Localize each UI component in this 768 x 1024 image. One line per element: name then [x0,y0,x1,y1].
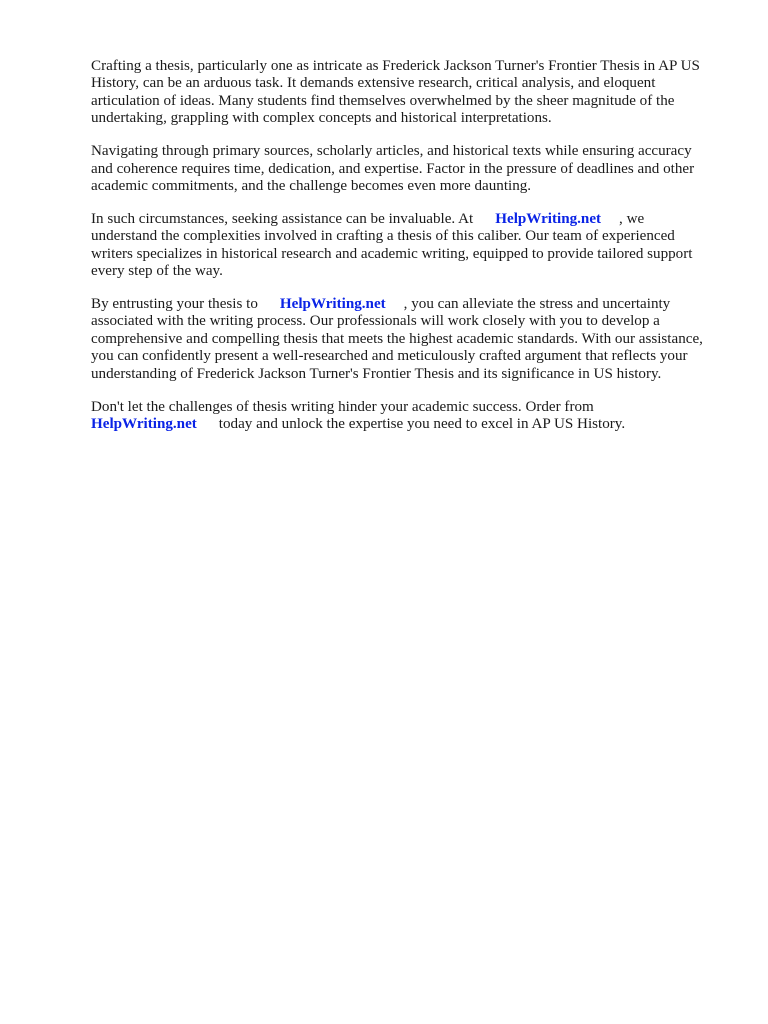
text-line: you can confidently present a well-researched and meticulously crafted argument that reflects your [91,348,688,365]
text-line: every step of the way. [91,263,223,280]
helpwriting-link[interactable]: HelpWriting.net [91,415,197,432]
helpwriting-link[interactable]: HelpWriting.net [279,295,386,312]
helpwriting-link[interactable]: HelpWriting.net [495,210,602,227]
paragraph-assistance [91,211,731,281]
text-line: and coherence requires time, dedication, and expertise. Factor in the pressure of deadlines and other [91,160,695,177]
text-segment: , we [619,210,645,227]
text-line: understand the complexities involved in crafting a thesis of this caliber. Our team of experienced [91,228,675,245]
text-line: associated with the writing process. Our professionals will work closely with you to develop a [91,313,660,330]
text-line [91,296,731,313]
text-line: undertaking, grappling with complex concepts and historical interpretations. [91,110,552,127]
text-line [91,211,731,228]
paragraph-intro [91,58,731,128]
text-line: Don't let the challenges of thesis writing hinder your academic success. Order from [91,398,594,415]
text-segment: By entrusting your thesis to [91,295,258,312]
text-line: academic commitments, and the challenge becomes even more daunting. [91,177,532,194]
text-line: comprehensive and compelling thesis that meets the highest academic standards. With our assistance, [91,330,703,347]
text-segment: today and unlock the expertise you need to excel in AP US History. [218,415,626,432]
paragraph-challenges [91,143,731,195]
document-body [91,58,731,449]
paragraph-call-to-action [91,399,731,434]
text-line: understanding of Frederick Jackson Turner's Frontier Thesis and its significance in US history. [91,365,662,382]
text-line: articulation of ideas. Many students find themselves overwhelmed by the sheer magnitude of the [91,92,675,109]
text-line: Navigating through primary sources, scholarly articles, and historical texts while ensuring accuracy [91,143,692,160]
paragraph-entrusting [91,296,731,383]
text-segment: , you can alleviate the stress and uncertainty [403,295,671,312]
text-segment: In such circumstances, seeking assistance can be invaluable. At [91,210,474,227]
text-line: writers specializes in historical research and academic writing, equipped to provide tailored support [91,245,693,262]
text-line [91,416,731,433]
text-line: Crafting a thesis, particularly one as intricate as Frederick Jackson Turner's Frontier Thesis in AP US [91,58,700,74]
text-line: History, can be an arduous task. It demands extensive research, critical analysis, and eloquent [91,75,656,92]
